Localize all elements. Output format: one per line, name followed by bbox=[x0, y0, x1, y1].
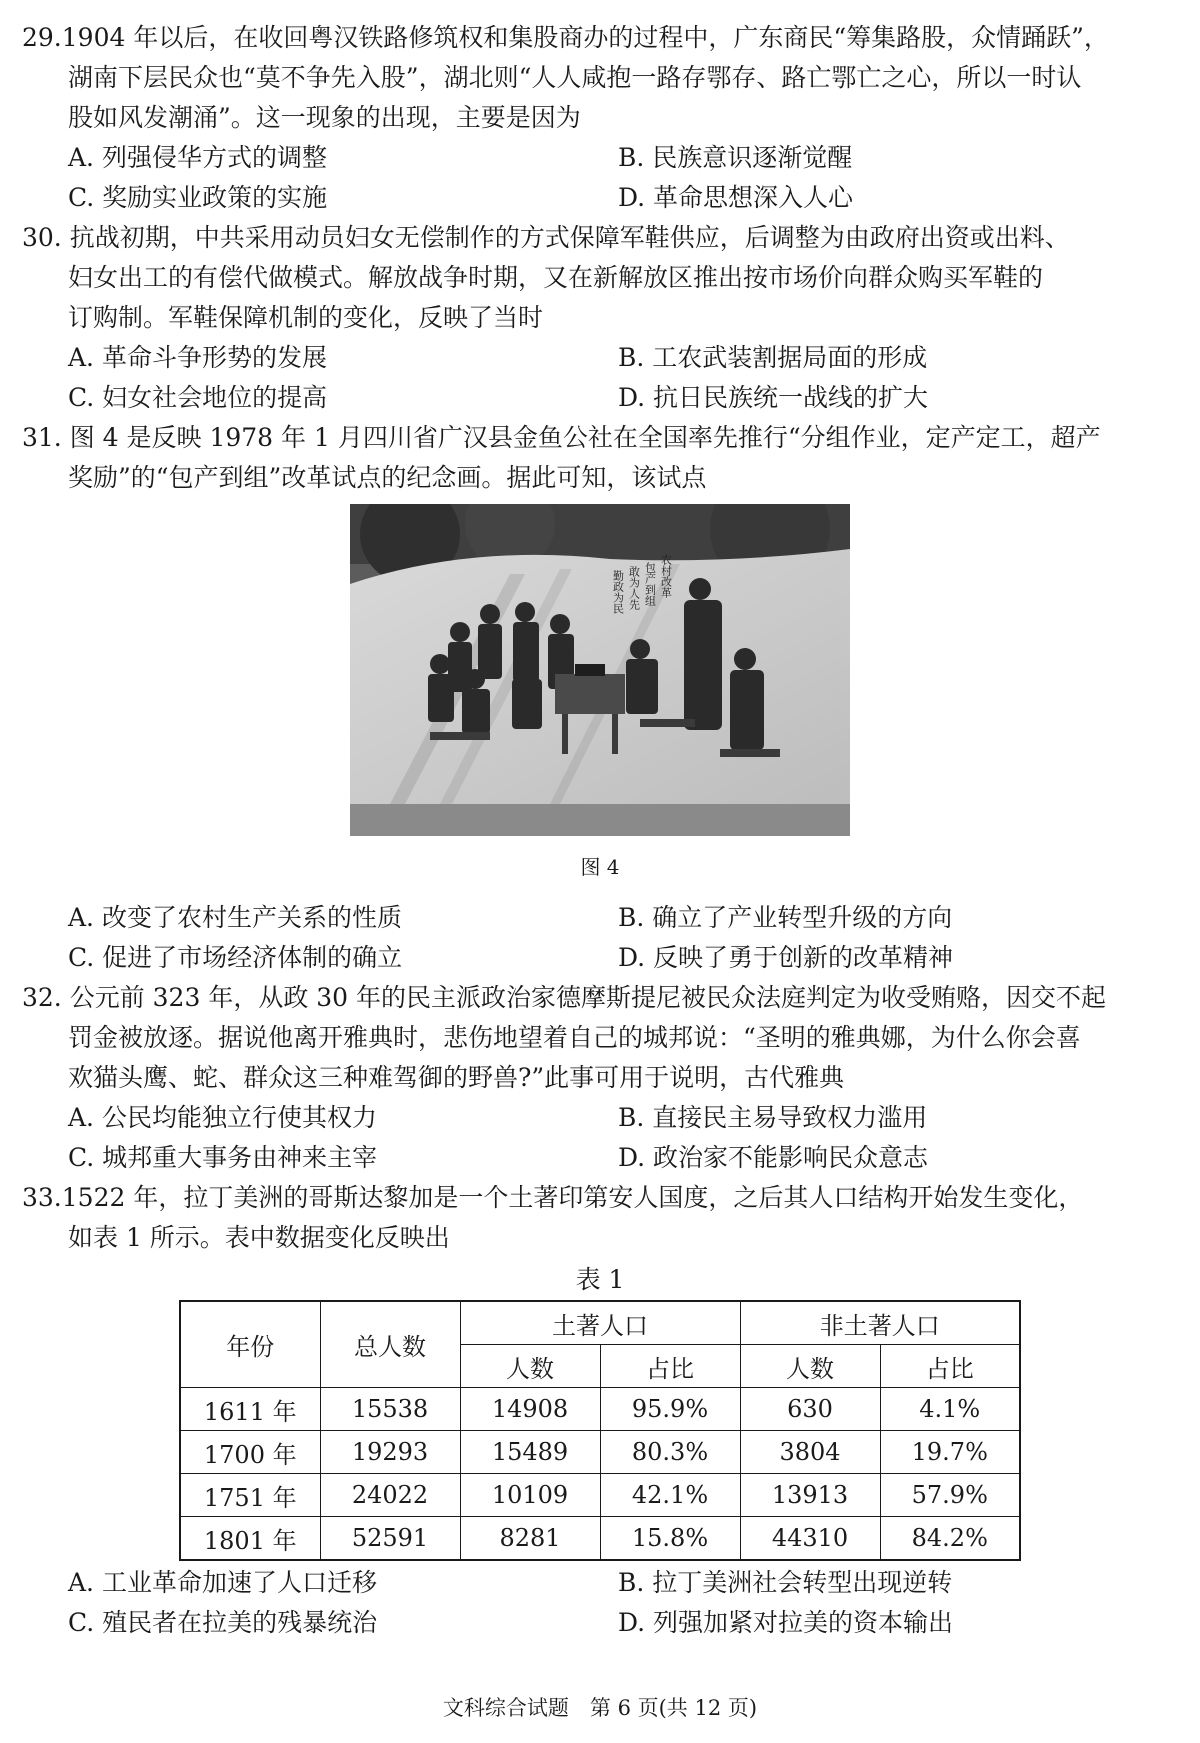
option-b: B. 民族意识逐渐觉醒 bbox=[618, 143, 853, 172]
question-33 bbox=[22, 1178, 1178, 1643]
table-cell: 10109 bbox=[460, 1474, 600, 1517]
option-b: B. 直接民主易导致权力滥用 bbox=[618, 1103, 928, 1132]
option-d: D. 反映了勇于创新的改革精神 bbox=[618, 943, 954, 972]
option-d: D. 政治家不能影响民众意志 bbox=[618, 1143, 929, 1172]
question-line: 32. 公元前 323 年，从政 30 年的民主派政治家德摩斯提尼被民众法庭判定为收受贿赂，因交不起 bbox=[22, 983, 1107, 1012]
table-cell: 19293 bbox=[320, 1431, 460, 1474]
option-b: B. 工农武装割据局面的形成 bbox=[618, 343, 928, 372]
question-line: 订购制。军鞋保障机制的变化，反映了当时 bbox=[68, 303, 544, 332]
question-29 bbox=[22, 18, 1178, 218]
question-line: 31. 图 4 是反映 1978 年 1 月四川省广汉县金鱼公社在全国率先推行“分组作业，定产定工，超产 bbox=[22, 423, 1101, 452]
table-cell: 80.3% bbox=[600, 1431, 740, 1474]
option-b: B. 确立了产业转型升级的方向 bbox=[618, 903, 953, 932]
options bbox=[22, 1563, 1178, 1643]
table-cell: 52591 bbox=[320, 1517, 460, 1561]
question-line: 29.1904 年以后，在收回粤汉铁路修筑权和集股商办的过程中，广东商民“筹集路股，众情踊跃”， bbox=[22, 23, 1109, 52]
table-cell: 1751 年 bbox=[180, 1474, 320, 1517]
figure-4 bbox=[22, 504, 1178, 894]
option-c: C. 殖民者在拉美的残暴统治 bbox=[68, 1608, 378, 1637]
options bbox=[22, 138, 1178, 218]
table-row bbox=[180, 1431, 1020, 1474]
table-cell: 24022 bbox=[320, 1474, 460, 1517]
question-32 bbox=[22, 978, 1178, 1178]
question-line: 如表 1 所示。表中数据变化反映出 bbox=[68, 1223, 450, 1252]
option-b: B. 拉丁美洲社会转型出现逆转 bbox=[618, 1568, 953, 1597]
table-cell: 95.9% bbox=[600, 1388, 740, 1431]
question-line: 妇女出工的有偿代做模式。解放战争时期，又在新解放区推出按市场价向群众购买军鞋的 bbox=[68, 263, 1044, 292]
question-line: 罚金被放逐。据说他离开雅典时，悲伤地望着自己的城邦说：“圣明的雅典娜，为什么你会喜 bbox=[68, 1023, 1081, 1052]
table-caption: 表 1 bbox=[575, 1265, 625, 1294]
question-30 bbox=[22, 218, 1178, 418]
page-footer: 文科综合试题 第 6 页(共 12 页) bbox=[442, 1696, 758, 1720]
option-a: A. 列强侵华方式的调整 bbox=[68, 143, 327, 172]
painting-slogan: 农村改革 bbox=[659, 554, 673, 598]
table-cell: 57.9% bbox=[880, 1474, 1020, 1517]
question-line: 33.1522 年，拉丁美洲的哥斯达黎加是一个土著印第安人国度，之后其人口结构开始发生变化， bbox=[22, 1183, 1084, 1212]
option-c: C. 促进了市场经济体制的确立 bbox=[68, 943, 403, 972]
table-cell: 15.8% bbox=[600, 1517, 740, 1561]
option-a: A. 改变了农村生产关系的性质 bbox=[68, 903, 402, 932]
header-native-count: 人数 bbox=[460, 1345, 600, 1388]
table-cell: 15489 bbox=[460, 1431, 600, 1474]
table-cell: 13913 bbox=[740, 1474, 880, 1517]
mural-photo bbox=[350, 504, 850, 836]
option-c: C. 城邦重大事务由神来主宰 bbox=[68, 1143, 378, 1172]
table-row bbox=[180, 1474, 1020, 1517]
table-cell: 19.7% bbox=[880, 1431, 1020, 1474]
table-cell: 42.1% bbox=[600, 1474, 740, 1517]
header-total: 总人数 bbox=[320, 1301, 460, 1388]
table-cell: 8281 bbox=[460, 1517, 600, 1561]
question-line: 湖南下层民众也“莫不争先入股”，湖北则“人人咸抱一路存鄂存、路亡鄂亡之心，所以一时认 bbox=[68, 63, 1082, 92]
painting-slogan: 敢为人先 bbox=[627, 566, 641, 610]
option-a: A. 工业革命加速了人口迁移 bbox=[68, 1568, 377, 1597]
table-cell: 1700 年 bbox=[180, 1431, 320, 1474]
options bbox=[22, 898, 1178, 978]
options bbox=[22, 338, 1178, 418]
option-a: A. 革命斗争形势的发展 bbox=[68, 343, 327, 372]
question-31 bbox=[22, 418, 1178, 978]
question-line: 股如风发潮涌”。这一现象的出现，主要是因为 bbox=[68, 103, 581, 132]
table-cell: 630 bbox=[740, 1388, 880, 1431]
option-a: A. 公民均能独立行使其权力 bbox=[68, 1103, 377, 1132]
header-nonnative-count: 人数 bbox=[740, 1345, 880, 1388]
mural-illustration bbox=[350, 504, 850, 836]
header-native-share: 占比 bbox=[600, 1345, 740, 1388]
question-line: 欢猫头鹰、蛇、群众这三种难驾御的野兽?”此事可用于说明，古代雅典 bbox=[68, 1063, 845, 1092]
table-cell: 44310 bbox=[740, 1517, 880, 1561]
table-row bbox=[180, 1517, 1020, 1561]
option-d: D. 抗日民族统一战线的扩大 bbox=[618, 383, 929, 412]
option-d: D. 列强加紧对拉美的资本输出 bbox=[618, 1608, 954, 1637]
header-nonnative-share: 占比 bbox=[880, 1345, 1020, 1388]
table-cell: 14908 bbox=[460, 1388, 600, 1431]
table-cell: 1611 年 bbox=[180, 1388, 320, 1431]
table-cell: 15538 bbox=[320, 1388, 460, 1431]
table-cell: 1801 年 bbox=[180, 1517, 320, 1561]
painting-slogan: 勤政为民 bbox=[611, 570, 625, 614]
question-line: 30. 抗战初期，中共采用动员妇女无偿制作的方式保障军鞋供应，后调整为由政府出资或出料、 bbox=[22, 223, 1070, 252]
options bbox=[22, 1098, 1178, 1178]
header-year: 年份 bbox=[180, 1301, 320, 1388]
population-table bbox=[179, 1300, 1021, 1561]
table-row bbox=[180, 1388, 1020, 1431]
question-line: 奖励”的“包产到组”改革试点的纪念画。据此可知，该试点 bbox=[68, 463, 707, 492]
header-native: 土著人口 bbox=[460, 1301, 740, 1345]
header-nonnative: 非土著人口 bbox=[740, 1301, 1020, 1345]
table-cell: 84.2% bbox=[880, 1517, 1020, 1561]
painting-slogan: 包产到组 bbox=[643, 562, 657, 606]
table-cell: 3804 bbox=[740, 1431, 880, 1474]
figure-caption: 图 4 bbox=[580, 855, 620, 879]
option-d: D. 革命思想深入人心 bbox=[618, 183, 854, 212]
option-c: C. 奖励实业政策的实施 bbox=[68, 183, 328, 212]
table-body bbox=[180, 1388, 1020, 1561]
option-c: C. 妇女社会地位的提高 bbox=[68, 383, 328, 412]
table-cell: 4.1% bbox=[880, 1388, 1020, 1431]
